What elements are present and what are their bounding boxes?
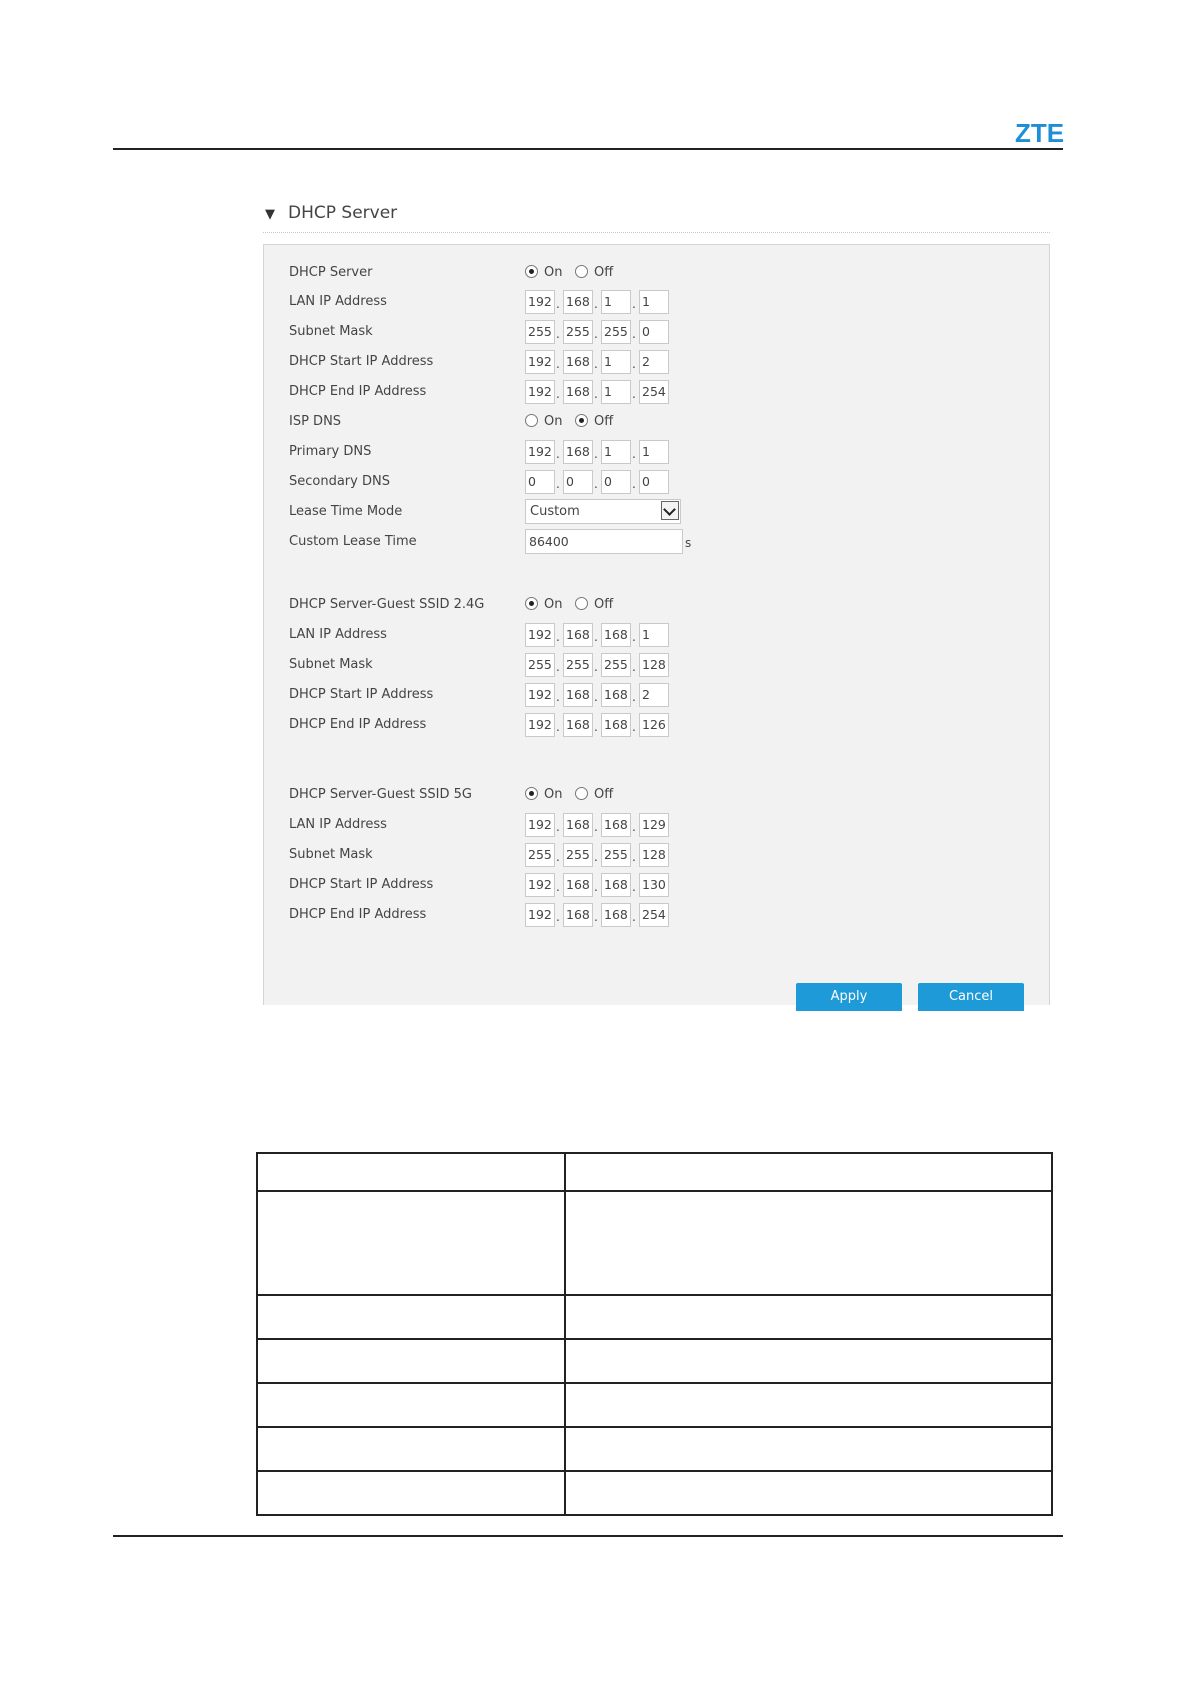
octet-input[interactable]: 168 — [563, 290, 593, 314]
ip-row — [289, 378, 1029, 408]
octet-dot: . — [594, 357, 598, 371]
octet-input[interactable]: 129 — [639, 813, 669, 837]
octet-input[interactable]: 168 — [601, 713, 631, 737]
ip-row — [289, 348, 1029, 378]
octet-dot: . — [632, 720, 636, 734]
radio-on-label: On — [544, 414, 563, 429]
cancel-button[interactable]: Cancel — [918, 983, 1024, 1011]
octet-input[interactable]: 168 — [601, 813, 631, 837]
table-cell — [565, 1427, 1052, 1471]
field-label: DHCP Start IP Address — [289, 354, 434, 369]
table-cell — [257, 1295, 565, 1339]
table-cell — [565, 1383, 1052, 1427]
octet-input[interactable]: 168 — [563, 623, 593, 647]
ip-row — [289, 871, 1029, 901]
radio-off-label: Off — [594, 414, 614, 429]
field-label: DHCP Start IP Address — [289, 877, 434, 892]
octet-input[interactable]: 168 — [563, 873, 593, 897]
guest-24g-row — [289, 591, 1029, 621]
radio-off[interactable] — [575, 414, 588, 427]
octet-input[interactable]: 192 — [525, 350, 555, 374]
octet-dot: . — [594, 720, 598, 734]
ip-row — [289, 438, 1029, 468]
octet-input[interactable]: 0 — [525, 470, 555, 494]
octet-input[interactable]: 1 — [601, 350, 631, 374]
field-label: Subnet Mask — [289, 657, 373, 672]
radio-on[interactable] — [525, 597, 538, 610]
octet-dot: . — [594, 880, 598, 894]
octet-input[interactable]: 255 — [563, 843, 593, 867]
octet-input[interactable]: 0 — [639, 320, 669, 344]
octet-input[interactable]: 168 — [563, 903, 593, 927]
octet-dot: . — [594, 327, 598, 341]
octet-dot: . — [556, 880, 560, 894]
octet-input[interactable]: 1 — [639, 290, 669, 314]
octet-dot: . — [556, 660, 560, 674]
octet-input[interactable]: 192 — [525, 683, 555, 707]
field-label: LAN IP Address — [289, 817, 387, 832]
table-row — [257, 1191, 1052, 1295]
octet-dot: . — [556, 630, 560, 644]
octet-input[interactable]: 2 — [639, 683, 669, 707]
octet-input[interactable]: 1 — [601, 290, 631, 314]
octet-input[interactable]: 1 — [601, 440, 631, 464]
collapse-triangle-icon[interactable]: ▼ — [265, 207, 275, 222]
ip-row — [289, 811, 1029, 841]
ip-row — [289, 651, 1029, 681]
octet-input[interactable]: 1 — [639, 623, 669, 647]
field-label: LAN IP Address — [289, 627, 387, 642]
table-cell — [565, 1191, 1052, 1295]
field-label: Lease Time Mode — [289, 504, 403, 519]
octet-dot: . — [594, 297, 598, 311]
octet-dot: . — [632, 880, 636, 894]
octet-dot: . — [594, 910, 598, 924]
octet-dot: . — [556, 357, 560, 371]
octet-input[interactable]: 255 — [601, 653, 631, 677]
radio-on[interactable] — [525, 414, 538, 427]
radio-off[interactable] — [575, 265, 588, 278]
octet-input[interactable]: 1 — [639, 440, 669, 464]
table-cell — [565, 1471, 1052, 1515]
octet-dot: . — [594, 447, 598, 461]
radio-off[interactable] — [575, 787, 588, 800]
radio-on-label: On — [544, 787, 563, 802]
octet-input[interactable]: 168 — [601, 623, 631, 647]
radio-off-label: Off — [594, 597, 614, 612]
octet-dot: . — [556, 820, 560, 834]
octet-input[interactable]: 192 — [525, 440, 555, 464]
octet-input[interactable]: 255 — [563, 320, 593, 344]
octet-input[interactable]: 168 — [563, 440, 593, 464]
octet-dot: . — [594, 690, 598, 704]
radio-off-label: Off — [594, 265, 614, 280]
octet-input[interactable]: 128 — [639, 653, 669, 677]
octet-input[interactable]: 192 — [525, 903, 555, 927]
octet-dot: . — [594, 477, 598, 491]
octet-dot: . — [632, 820, 636, 834]
guest-5g-row — [289, 781, 1029, 811]
field-label: Primary DNS — [289, 444, 372, 459]
ip-row — [289, 681, 1029, 711]
radio-off-label: Off — [594, 787, 614, 802]
octet-input[interactable]: 254 — [639, 903, 669, 927]
lease-time-row — [289, 528, 1029, 558]
table-row — [257, 1383, 1052, 1427]
table-cell — [565, 1339, 1052, 1383]
field-label: Subnet Mask — [289, 324, 373, 339]
octet-input[interactable]: 168 — [601, 873, 631, 897]
octet-dot: . — [556, 447, 560, 461]
field-label: DHCP Server-Guest SSID 2.4G — [289, 597, 485, 612]
octet-dot: . — [632, 910, 636, 924]
lease-time-input[interactable]: 86400 — [525, 529, 683, 554]
octet-input[interactable]: 192 — [525, 713, 555, 737]
section-title: DHCP Server — [288, 203, 398, 223]
octet-input[interactable]: 168 — [563, 350, 593, 374]
octet-dot: . — [594, 820, 598, 834]
table-cell — [257, 1339, 565, 1383]
octet-dot: . — [632, 297, 636, 311]
octet-input[interactable]: 255 — [563, 653, 593, 677]
lease-time-unit: s — [685, 536, 692, 550]
ip-row — [289, 841, 1029, 871]
octet-input[interactable]: 254 — [639, 380, 669, 404]
section-header[interactable] — [263, 200, 1050, 233]
octet-dot: . — [632, 327, 636, 341]
octet-dot: . — [632, 477, 636, 491]
field-label: DHCP End IP Address — [289, 717, 427, 732]
ip-row — [289, 711, 1029, 741]
radio-on-label: On — [544, 265, 563, 280]
field-label: LAN IP Address — [289, 294, 387, 309]
isp-dns-row — [289, 408, 1029, 438]
octet-input[interactable]: 128 — [639, 843, 669, 867]
octet-dot: . — [556, 850, 560, 864]
octet-dot: . — [594, 387, 598, 401]
octet-input[interactable]: 130 — [639, 873, 669, 897]
ip-row — [289, 621, 1029, 651]
octet-dot: . — [632, 630, 636, 644]
apply-button[interactable]: Apply — [796, 983, 902, 1011]
dhcp-settings-panel — [263, 244, 1050, 1005]
field-label: DHCP Server-Guest SSID 5G — [289, 787, 472, 802]
octet-dot: . — [632, 850, 636, 864]
chevron-down-icon[interactable] — [661, 501, 679, 520]
octet-dot: . — [556, 297, 560, 311]
radio-on[interactable] — [525, 787, 538, 800]
lease-mode-select[interactable] — [525, 499, 681, 524]
field-label: DHCP End IP Address — [289, 384, 427, 399]
octet-input[interactable]: 168 — [601, 903, 631, 927]
table-cell — [257, 1383, 565, 1427]
select-value: Custom — [530, 504, 580, 519]
footer-rule — [113, 1535, 1063, 1537]
dhcp-server-row — [289, 259, 1029, 289]
octet-input[interactable]: 192 — [525, 873, 555, 897]
octet-dot: . — [556, 720, 560, 734]
field-label: DHCP End IP Address — [289, 907, 427, 922]
octet-dot: . — [556, 477, 560, 491]
octet-input[interactable]: 255 — [525, 843, 555, 867]
radio-on-label: On — [544, 597, 563, 612]
table-row — [257, 1295, 1052, 1339]
octet-dot: . — [632, 357, 636, 371]
table-cell — [257, 1427, 565, 1471]
octet-dot: . — [632, 387, 636, 401]
octet-input[interactable]: 192 — [525, 290, 555, 314]
octet-input[interactable]: 0 — [563, 470, 593, 494]
lease-mode-row — [289, 498, 1029, 528]
ip-row — [289, 468, 1029, 498]
field-label: Custom Lease Time — [289, 534, 417, 549]
octet-dot: . — [594, 660, 598, 674]
octet-dot: . — [556, 327, 560, 341]
table-row — [257, 1339, 1052, 1383]
parameter-table — [256, 1152, 1053, 1516]
octet-input[interactable]: 168 — [563, 713, 593, 737]
octet-input[interactable]: 255 — [525, 653, 555, 677]
octet-input[interactable]: 192 — [525, 623, 555, 647]
field-label: DHCP Server — [289, 265, 373, 280]
ip-row — [289, 318, 1029, 348]
radio-off[interactable] — [575, 597, 588, 610]
header-rule — [113, 148, 1063, 150]
octet-dot: . — [594, 850, 598, 864]
octet-input[interactable]: 168 — [601, 683, 631, 707]
octet-dot: . — [594, 630, 598, 644]
field-label: Subnet Mask — [289, 847, 373, 862]
octet-input[interactable]: 0 — [601, 470, 631, 494]
octet-dot: . — [632, 690, 636, 704]
octet-dot: . — [556, 910, 560, 924]
octet-input[interactable]: 168 — [563, 683, 593, 707]
octet-input[interactable]: 1 — [601, 380, 631, 404]
ip-row — [289, 288, 1029, 318]
field-label: Secondary DNS — [289, 474, 390, 489]
octet-dot: . — [556, 690, 560, 704]
table-cell — [257, 1153, 565, 1191]
table-row — [257, 1427, 1052, 1471]
table-cell — [257, 1471, 565, 1515]
octet-input[interactable]: 2 — [639, 350, 669, 374]
table-row — [257, 1471, 1052, 1515]
zte-logo: ZTE — [1015, 118, 1065, 148]
octet-input[interactable]: 255 — [601, 843, 631, 867]
radio-on[interactable] — [525, 265, 538, 278]
octet-input[interactable]: 0 — [639, 470, 669, 494]
octet-input[interactable]: 255 — [601, 320, 631, 344]
table-cell — [565, 1153, 1052, 1191]
octet-dot: . — [556, 387, 560, 401]
octet-dot: . — [632, 660, 636, 674]
octet-input[interactable]: 168 — [563, 813, 593, 837]
field-label: ISP DNS — [289, 414, 342, 429]
octet-input[interactable]: 255 — [525, 320, 555, 344]
octet-input[interactable]: 168 — [563, 380, 593, 404]
octet-dot: . — [632, 447, 636, 461]
octet-input[interactable]: 192 — [525, 813, 555, 837]
table-cell — [257, 1191, 565, 1295]
octet-input[interactable]: 126 — [639, 713, 669, 737]
ip-row — [289, 901, 1029, 931]
table-header-row — [257, 1153, 1052, 1191]
table-cell — [565, 1295, 1052, 1339]
field-label: DHCP Start IP Address — [289, 687, 434, 702]
octet-input[interactable]: 192 — [525, 380, 555, 404]
